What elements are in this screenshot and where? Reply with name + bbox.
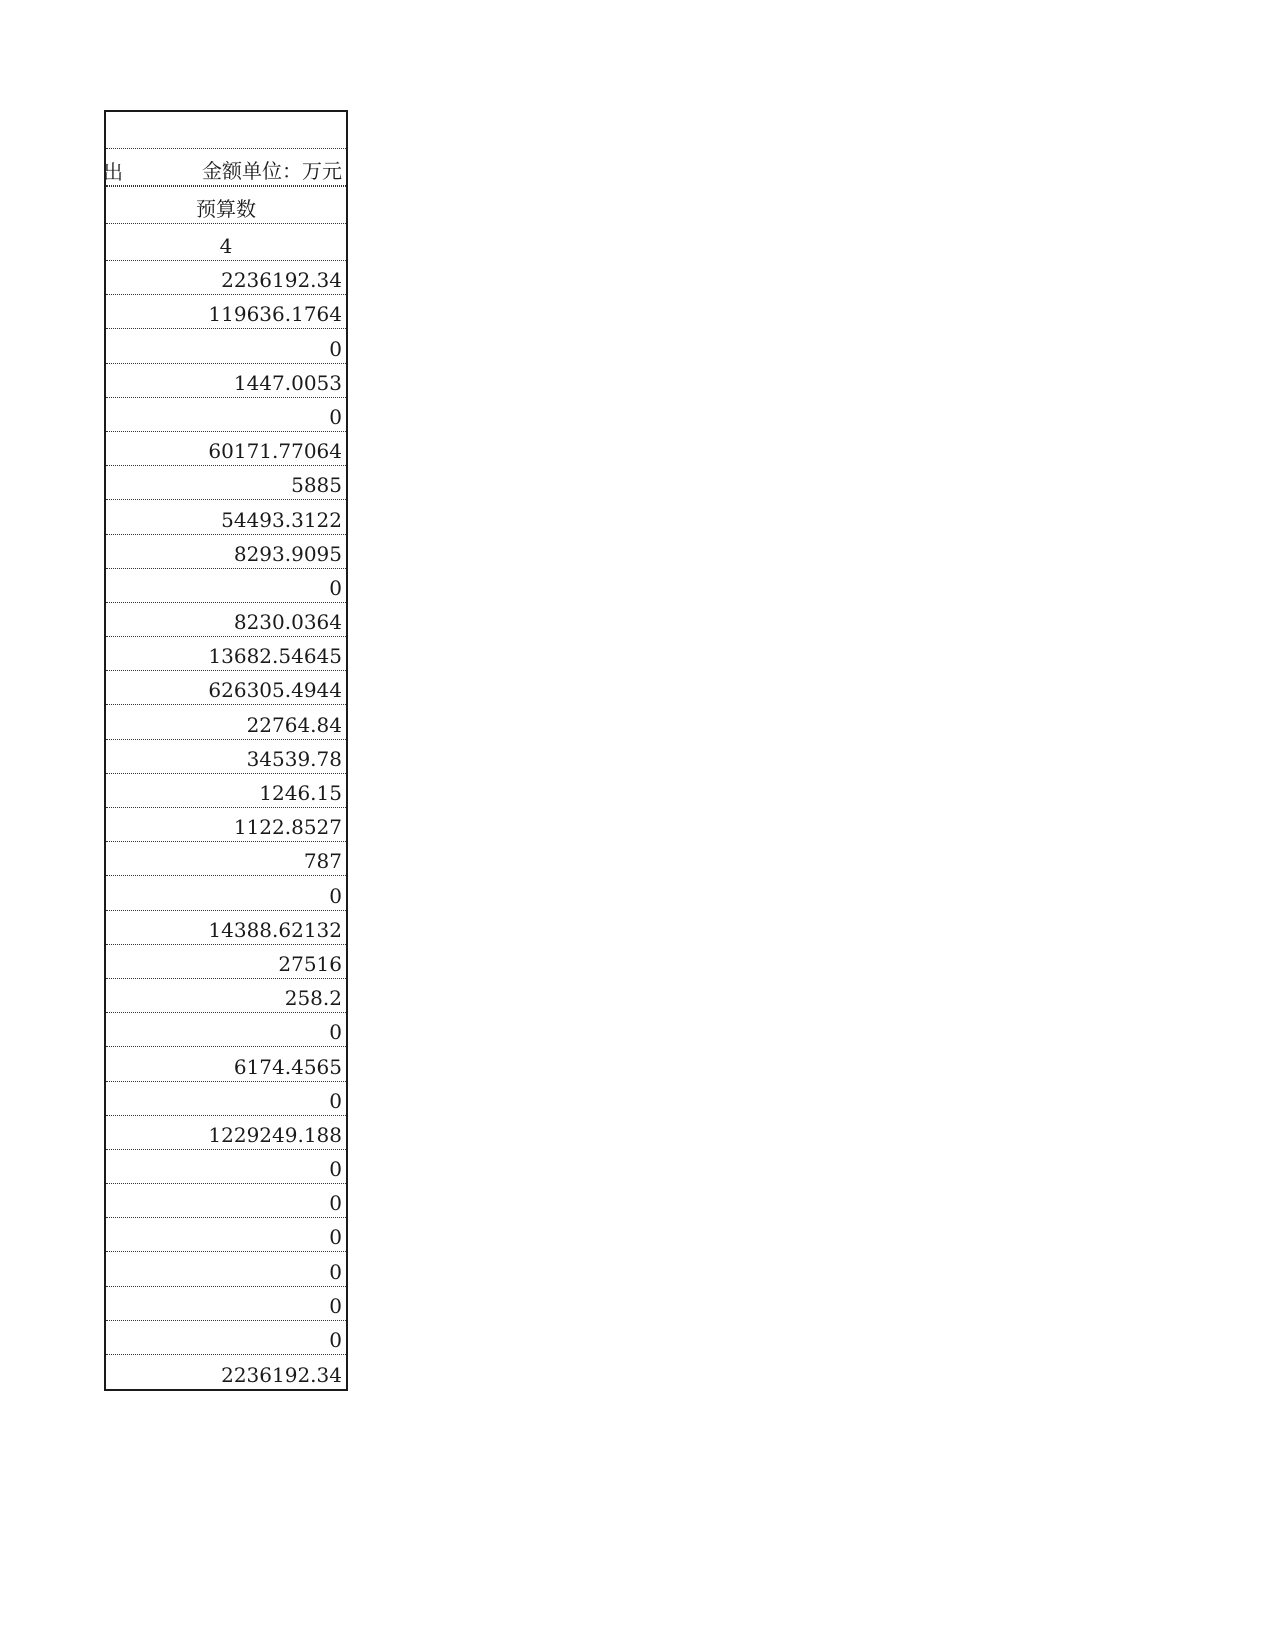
value-row bbox=[106, 295, 346, 329]
value-cell: 27516 bbox=[278, 951, 342, 976]
value-row bbox=[106, 466, 346, 500]
total-row bbox=[106, 1355, 346, 1389]
value-cell: 0 bbox=[329, 883, 342, 908]
value-cell: 34539.78 bbox=[246, 746, 342, 771]
value-cell: 0 bbox=[329, 1157, 342, 1182]
value-cell: 60171.77064 bbox=[208, 439, 342, 464]
value-row bbox=[106, 1218, 346, 1252]
value-row bbox=[106, 979, 346, 1013]
value-cell: 0 bbox=[329, 336, 342, 361]
value-row bbox=[106, 705, 346, 739]
unit-label: 金额单位：万元 bbox=[202, 159, 342, 183]
value-cell: 787 bbox=[303, 849, 342, 874]
value-row bbox=[106, 637, 346, 671]
value-cell: 0 bbox=[329, 1259, 342, 1284]
value-cell: 0 bbox=[329, 1088, 342, 1113]
value-cell: 8293.9095 bbox=[233, 541, 342, 566]
value-row bbox=[106, 569, 346, 603]
value-cell: 0 bbox=[329, 1225, 342, 1250]
total-value: 2236192.34 bbox=[221, 1363, 342, 1387]
value-cell: 8230.0364 bbox=[233, 610, 342, 635]
value-row bbox=[106, 261, 346, 295]
value-cell: 0 bbox=[329, 575, 342, 600]
value-cell: 0 bbox=[329, 1293, 342, 1318]
unit-row bbox=[106, 149, 346, 186]
value-row bbox=[106, 945, 346, 979]
value-row bbox=[106, 740, 346, 774]
value-cell: 1246.15 bbox=[259, 781, 342, 805]
value-row bbox=[106, 398, 346, 432]
column-header-row bbox=[106, 187, 346, 224]
value-row bbox=[106, 500, 346, 534]
value-cell: 0 bbox=[329, 1328, 342, 1352]
value-cell: 1122.8527 bbox=[233, 815, 342, 840]
value-row bbox=[106, 808, 346, 842]
value-row bbox=[106, 1150, 346, 1184]
value-cell: 13682.54645 bbox=[208, 644, 342, 669]
value-cell: 22764.84 bbox=[246, 712, 342, 737]
value-row bbox=[106, 1321, 346, 1355]
value-cell: 258.2 bbox=[284, 986, 342, 1011]
value-cell: 6174.4565 bbox=[233, 1054, 342, 1079]
value-row bbox=[106, 1116, 346, 1150]
value-row bbox=[106, 671, 346, 705]
value-row bbox=[106, 774, 346, 808]
column-number-row bbox=[106, 224, 346, 261]
value-row bbox=[106, 1252, 346, 1286]
value-row bbox=[106, 1184, 346, 1218]
value-row bbox=[106, 364, 346, 398]
value-cell: 119636.1764 bbox=[208, 302, 342, 327]
value-row bbox=[106, 1013, 346, 1047]
value-cell: 1229249.188 bbox=[208, 1122, 342, 1147]
column-number: 4 bbox=[219, 234, 233, 258]
value-cell: 626305.4944 bbox=[208, 678, 342, 703]
value-row bbox=[106, 842, 346, 876]
value-cell: 0 bbox=[329, 1191, 342, 1216]
value-row bbox=[106, 329, 346, 363]
value-cell: 54493.3122 bbox=[221, 507, 342, 532]
budget-sheet bbox=[104, 110, 348, 1391]
value-cell: 0 bbox=[329, 404, 342, 429]
value-row bbox=[106, 1047, 346, 1081]
value-cell: 5885 bbox=[291, 473, 342, 498]
section-label: 出 bbox=[103, 160, 123, 184]
value-row bbox=[106, 1287, 346, 1321]
column-header: 预算数 bbox=[196, 197, 256, 221]
value-row bbox=[106, 1082, 346, 1116]
value-row bbox=[106, 432, 346, 466]
value-cell: 14388.62132 bbox=[208, 917, 342, 942]
value-row bbox=[106, 603, 346, 637]
value-cell: 0 bbox=[329, 1020, 342, 1045]
value-row bbox=[106, 911, 346, 945]
value-cell: 2236192.34 bbox=[221, 268, 342, 293]
value-cell: 1447.0053 bbox=[233, 370, 342, 395]
blank-row bbox=[106, 112, 346, 149]
value-row bbox=[106, 876, 346, 910]
value-row bbox=[106, 535, 346, 569]
